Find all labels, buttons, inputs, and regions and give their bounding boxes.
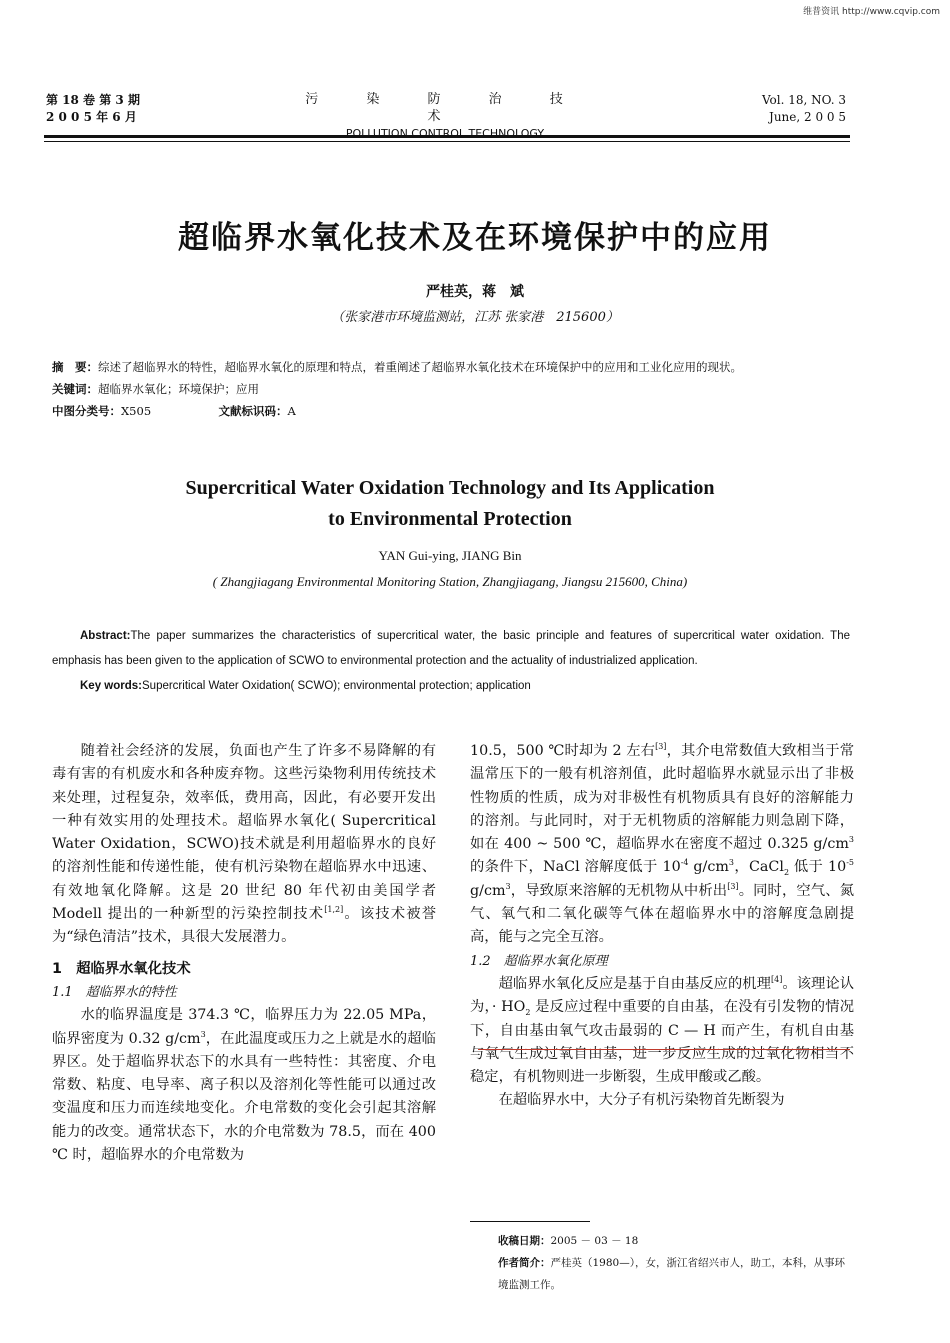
p1-e: ，CaCl: [734, 859, 784, 876]
abstract-en-label: Abstract:: [80, 630, 131, 642]
citation-ref: [3]: [727, 882, 739, 892]
authors-en: YAN Gui-ying, JIANG Bin: [378, 548, 522, 563]
title-cn: 超临界水氧化技术及在环境保护中的应用: [178, 220, 772, 256]
para11-text-b: ，在此温度或压力之上就是水的超临界区。处于超临界状态下的水具有一些特性：其密度、介电常数、粘度、电导率、离子积以及溶剂化等性能可以通过改变温度和压力而连续地变化。介电常数的变化会引起其溶解能力的改变。通常状态下，水的介电常数为 78.5，而在 400 ℃ 时，超临界水的介电常数为: [52, 1030, 436, 1164]
paragraph-1-2: [470, 973, 854, 1089]
title-en: [0, 473, 900, 535]
class-label: 中图分类号：: [52, 404, 121, 418]
author-bio: [470, 1252, 854, 1296]
header-volume-en: Vol. 18, NO. 3: [761, 93, 846, 107]
abstract-en-block: [52, 624, 850, 699]
intro-text-b: 。该技术被誉为“绿色清洁”技术，具很大发展潜力。: [52, 906, 436, 946]
p1-i: 。同时，空气、氮气、氧气和二氧化碳等气体在超临界水中的溶解度急剧提高，能与之完全互溶。: [470, 882, 854, 946]
keywords-cn-text: 超临界水氧化；环境保护；应用: [98, 382, 259, 396]
paragraph-1-2-b: 在超临界水中，大分子有机污染物首先断裂为: [498, 1092, 785, 1109]
author-bio-label: 作者简介：: [498, 1257, 551, 1269]
p1-sub1: 2: [783, 868, 790, 878]
keywords-cn-label: 关键词：: [52, 382, 98, 396]
p1-sup5: 3: [505, 882, 511, 892]
subsection-heading-1-2: 1.2 超临界水氧化原理: [470, 953, 608, 969]
paragraph-continued: [470, 740, 854, 950]
intro-paragraph: [52, 740, 436, 950]
p2-b: 。该理论认为，· HO: [470, 975, 855, 1016]
abstract-en: [52, 624, 850, 674]
doc-code-value: A: [287, 404, 296, 418]
title-en-line2: to Environmental Protection: [328, 508, 572, 530]
abstract-cn-block: [52, 356, 852, 422]
p1-sup1: 3: [848, 835, 854, 845]
title-en-line1: Supercritical Water Oxidation Technology and Its Application: [185, 477, 715, 499]
doc-code-label: 文献标识码：: [218, 404, 288, 418]
intro-text-a: 随着社会经济的发展，负面也产生了许多不易降解的有毒有害的有机废水和各种废弃物。这些污染物利用传统技术来处理，过程复杂，效率低，费用高，因此，有必要开发出一种有效实用的处理技术。超临界水氧化( Supercritical Water Oxidation，SCWO)技术就是利用超临界水的良好的溶剂性能和传递性能，使有机污染物在超临界水中迅速、有效地氧化降解。这是 20 世纪 80 年代初由美国学者 Modell 提出的一种新型的污染控制技术: [52, 743, 436, 923]
classification-cn: [52, 400, 852, 422]
p1-sup2: -4: [680, 858, 689, 868]
header-issue: [46, 92, 140, 126]
watermark: 维普资讯 http://www.cqvip.com: [803, 7, 940, 17]
p2-c: 是反应过程中重要的自由基，在没有引发物的情况下，自由基由氧气攻击最弱的 C — H 而产生，有机自由基与氧气生成过氧自由基，进一步反应生成的过氧化物相当不稳定，有机物则进一步断裂，生成甲酸或乙酸。: [470, 999, 854, 1086]
p1-g: g/cm: [470, 882, 506, 899]
keywords-en: [52, 674, 850, 699]
footnote: [470, 1230, 854, 1296]
journal-name-en: POLLUTION CONTROL TECHNOLOGY: [345, 127, 545, 140]
footnote-rule: [470, 1221, 590, 1222]
header-rule-thin: [44, 141, 850, 142]
p1-h: ，导致原来溶解的无机物从中析出: [510, 882, 728, 899]
citation-ref: [3]: [655, 742, 667, 752]
affiliation-en: ( Zhangjiagang Environmental Monitoring Station, Zhangjiagang, Jiangsu 215600, China): [212, 574, 688, 589]
abstract-cn-text: 综述了超临界水的特性，超临界水氧化的原理和特点，着重阐述了超临界水氧化技术在环境保护中的应用和工业化应用的现状。: [98, 360, 742, 374]
journal-name-cn: 污 染 防 治 技 术: [305, 92, 585, 124]
annotation-underline: [478, 1049, 850, 1050]
subsection-heading-1-1: 1.1 超临界水的特性: [52, 984, 177, 1000]
p1-sup3: 3: [728, 858, 734, 868]
citation-ref: [4]: [770, 975, 783, 985]
authors-cn: 严桂英，蒋 斌: [426, 284, 524, 300]
affiliation-cn: （张家港市环境监测站，江苏 张家港 215600）: [331, 310, 619, 325]
class-value: X505: [121, 404, 152, 418]
received-label: 收稿日期：: [498, 1235, 551, 1247]
citation-ref: [1,2]: [324, 905, 344, 915]
author-bio-text: 严桂英（1980—），女，浙江省绍兴市人，助工，本科，从事环境监测工作。: [498, 1257, 845, 1291]
header-rule-thick: [44, 135, 850, 138]
body-right-column: [470, 740, 854, 1113]
para11-text-a: 水的临界温度是 374.3 ℃，临界压力为 22.05 MPa，临界密度为 0.32 g/cm: [52, 1007, 436, 1047]
p2-sub: 2: [525, 1008, 531, 1018]
header-volume-cn: 第 18 卷 第 3 期: [46, 93, 140, 107]
p1-c: 的条件下，NaCl 溶解度低于 10: [470, 859, 681, 876]
paragraph-1-1: [52, 1004, 436, 1167]
body-left-column: [52, 740, 436, 1167]
received-value: 2005 － 03 － 18: [550, 1235, 639, 1247]
p1-sup4: -5: [846, 858, 855, 868]
para11-sup: 3: [200, 1029, 206, 1039]
abstract-en-text: The paper summarizes the characteristics of supercritical water, the basic principle and features of supercritical water oxidation. The emphasis has been given to the application of SCWO to environmental protection and the actuality of industrialized application.: [52, 630, 850, 667]
header-volume: [700, 92, 846, 126]
keywords-en-text: Supercritical Water Oxidation( SCWO); environmental protection; application: [142, 680, 531, 692]
p2-a: 超临界水氧化反应是基于自由基反应的机理: [498, 975, 771, 992]
keywords-en-label: Key words:: [80, 680, 142, 692]
p1-f: 低于 10: [789, 859, 847, 876]
abstract-cn-label: 摘 要：: [52, 360, 98, 374]
abstract-cn: [52, 356, 852, 378]
p1-d: g/cm: [688, 859, 729, 876]
p1-b: ，其介电常数值大致相当于常温常压下的一般有机溶剂值，此时超临界水就显示出了非极性物质的性质，成为对非极性有机物质具有良好的溶解能力的溶剂。与此同时，对于无机物质的溶解能力则急剧下降，如在 400 ~ 500 ℃，超临界水在密度不超过 0.325 g/cm: [470, 743, 855, 853]
header-date-cn: 2 0 0 5 年 6 月: [46, 110, 137, 124]
p1-a: 10.5，500 ℃时却为 2 左右: [470, 743, 656, 759]
section-heading-1: 1 超临界水氧化技术: [52, 960, 191, 977]
header-date-en: June, 2 0 0 5: [769, 110, 846, 124]
received-date: [470, 1230, 854, 1252]
keywords-cn: [52, 378, 852, 400]
